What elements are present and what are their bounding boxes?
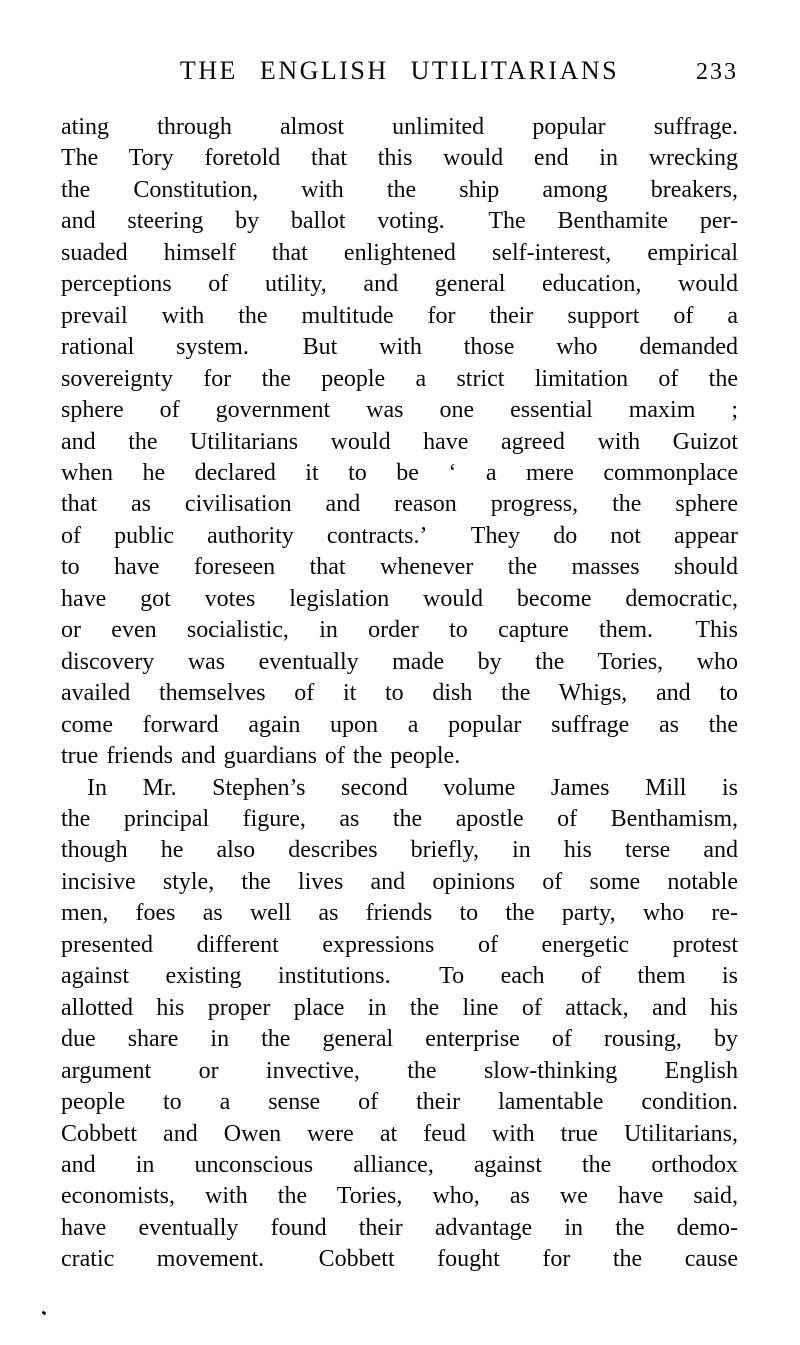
- text-line: incisive style, the lives and opinions of some notable: [61, 868, 738, 895]
- text-line: presented different expressions of energetic protest: [61, 931, 738, 958]
- text-line: to have foreseen that whenever the masses should: [61, 554, 738, 581]
- text-line: and the Utilitarians would have agreed with Guizot: [61, 428, 738, 455]
- text-line: when he declared it to be ‘ a mere commonplace: [61, 459, 738, 486]
- paragraph-2: [61, 773, 738, 1276]
- text-line: ating through almost unlimited popular suffrage.: [61, 114, 738, 140]
- text-line: have got votes legislation would become democratic,: [61, 585, 738, 612]
- text-line: that as civilisation and reason progress, the sphere: [61, 491, 738, 518]
- text-line: due share in the general enterprise of rousing, by: [61, 1026, 738, 1053]
- text-line: sphere of government was one essential maxim ;: [61, 397, 738, 424]
- text-line: allotted his proper place in the line of attack, and his: [61, 994, 738, 1021]
- text-line: availed themselves of it to dish the Whigs, and to: [61, 680, 738, 707]
- running-title: THE ENGLISH UTILITARIANS: [179, 56, 620, 85]
- text-line: perceptions of utility, and general education, would: [61, 271, 738, 298]
- text-block: [61, 56, 738, 1276]
- paragraph-1: [61, 112, 738, 773]
- text-line: against existing institutions. To each of them is: [61, 963, 738, 990]
- page-header: [61, 56, 738, 112]
- text-line: come forward again upon a popular suffrage as the: [61, 711, 738, 738]
- text-line: the principal figure, as the apostle of Benthamism,: [61, 805, 738, 832]
- text-line: true friends and guardians of the people.: [61, 743, 461, 770]
- text-line: cratic movement. Cobbett fought for the cause: [61, 1246, 738, 1273]
- ink-speck: [42, 1311, 47, 1316]
- text-line: discovery was eventually made by the Tories, who: [61, 648, 738, 675]
- text-line: of public authority contracts.’ They do not appear: [61, 522, 738, 549]
- text-line: Cobbett and Owen were at feud with true Utilitarians,: [61, 1120, 738, 1147]
- text-line: economists, with the Tories, who, as we have said,: [61, 1183, 738, 1210]
- text-line: and in unconscious alliance, against the orthodox: [61, 1151, 738, 1178]
- text-line: suaded himself that enlightened self-interest, empirical: [61, 239, 738, 266]
- text-line: argument or invective, the slow-thinking English: [61, 1057, 738, 1084]
- text-line: have eventually found their advantage in the demo-: [61, 1214, 738, 1241]
- text-line: people to a sense of their lamentable condition.: [61, 1089, 738, 1116]
- text-line: and steering by ballot voting. The Benthamite per-: [61, 208, 738, 235]
- text-line: In Mr. Stephen’s second volume James Mill is: [87, 774, 738, 801]
- text-line: or even socialistic, in order to capture them. This: [61, 617, 738, 644]
- text-line: rational system. But with those who demanded: [61, 334, 738, 361]
- text-line: prevail with the multitude for their support of a: [61, 302, 738, 329]
- page-number: 233: [696, 59, 738, 85]
- text-line: sovereignty for the people a strict limitation of the: [61, 365, 738, 392]
- text-line: men, foes as well as friends to the party, who re-: [61, 900, 738, 927]
- text-line: though he also describes briefly, in his terse and: [61, 837, 738, 864]
- text-line: the Constitution, with the ship among breakers,: [61, 176, 738, 203]
- text-line: The Tory foretold that this would end in wrecking: [61, 145, 738, 172]
